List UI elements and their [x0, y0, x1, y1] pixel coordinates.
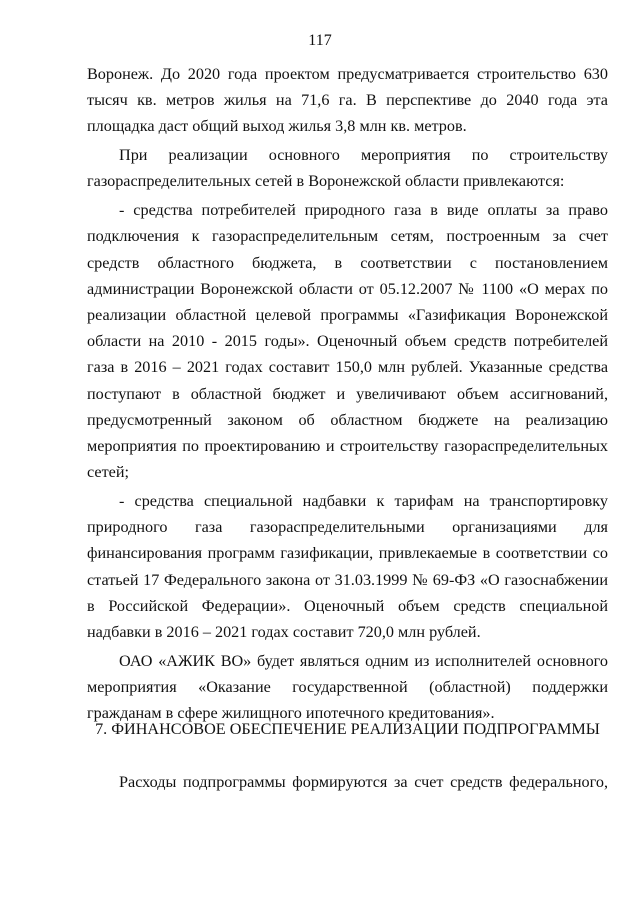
paragraph: Расходы подпрограммы формируются за счет средств федерального,: [119, 773, 608, 791]
paragraph: При реализации основного мероприятия по строительству газораспределительных сетей в Воронежской области привлекаются:: [87, 146, 608, 191]
page-number: 117: [308, 32, 332, 49]
paragraph: - средства потребителей природного газа в виде оплаты за право подключения к газораспределительным сетям, построенным за счет средств областного бюджета, в соответствии с постановлением администрации Воронежской области от 05.12.2007 № 1100 «О мерах по реализации областной целевой программы «Газификация Воронежской области на 2010 - 2015 годы». Оценочный объем средств потребителей газа в 2016 – 2021 годах составит 150,0 млн рублей. Указанные средства поступают в областной бюджет и увеличивают объем ассигнований, предусмотренный законом об областном бюджете на реализацию мероприятия по проектированию и строительству газораспределительных сетей;: [87, 201, 608, 482]
paragraph: Воронеж. До 2020 года проектом предусматривается строительство 630 тысяч кв. метров жилья на 71,6 га. В перспективе до 2040 года эта площадка даст общий выход жилья 3,8 млн кв. метров.: [87, 65, 608, 136]
paragraph: - средства специальной надбавки к тарифам на транспортировку природного газа газораспределительными организациями для финансирования программ газификации, привлекаемые в соответствии со статьей 17 Федерального закона от 31.03.1999 № 69-ФЗ «О газоснабжении в Российской Федерации». Оценочный объем средств специальной надбавки в 2016 – 2021 годах составит 720,0 млн рублей.: [87, 492, 608, 642]
body-text: [87, 61, 608, 729]
section-heading: 7. ФИНАНСОВОЕ ОБЕСПЕЧЕНИЕ РЕАЛИЗАЦИИ ПОДПРОГРАММЫ: [95, 720, 600, 738]
paragraph: ОАО «АЖИК ВО» будет являться одним из исполнителей основного мероприятия «Оказание государственной (областной) поддержки гражданам в сфере жилищного ипотечного кредитования».: [87, 651, 608, 723]
